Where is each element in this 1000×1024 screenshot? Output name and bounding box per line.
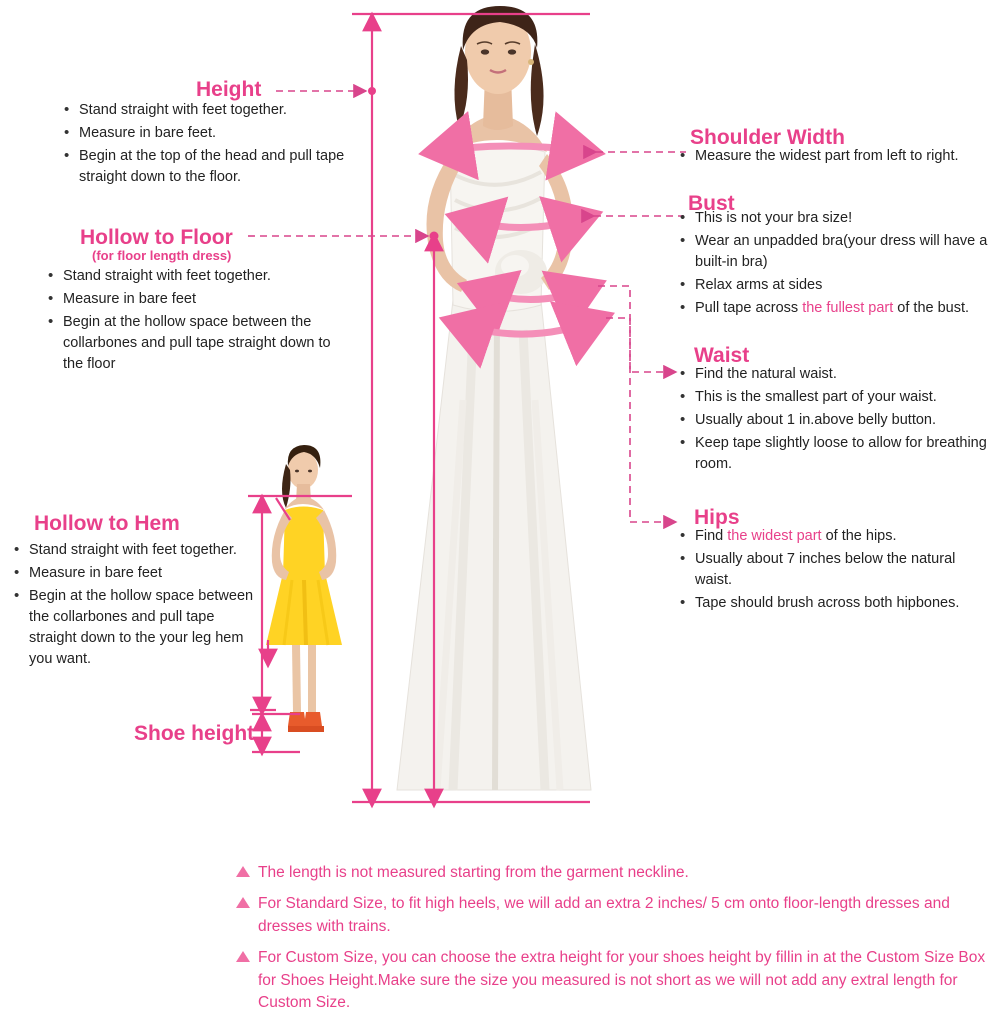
list-item: • This is the smallest part of your waist. bbox=[680, 387, 990, 408]
warning-triangle-icon bbox=[236, 866, 250, 877]
hips-heading: Hips bbox=[694, 506, 740, 529]
hollow-to-floor-heading: Hollow to Floor bbox=[80, 226, 233, 249]
bust-heading: Bust bbox=[688, 192, 735, 215]
bust-pull-post: of the bust. bbox=[893, 300, 970, 317]
note-text: The length is not measured starting from the garment neckline. bbox=[258, 864, 689, 881]
list-item: • Begin at the top of the head and pull tape straight down to the floor. bbox=[64, 146, 354, 188]
list-item: • Measure the widest part from left to right. bbox=[680, 146, 1000, 167]
list-item: • Begin at the hollow space between the collarbones and pull tape straight down to the your leg hem you want. bbox=[14, 586, 262, 670]
warning-triangle-icon bbox=[236, 897, 250, 908]
list-item: • Measure in bare feet. bbox=[64, 123, 354, 144]
list-item: • Stand straight with feet together. bbox=[64, 100, 354, 121]
shoulder-width-bullets bbox=[680, 146, 1000, 169]
note-text: For Standard Size, to fit high heels, we will add an extra 2 inches/ 5 cm onto floor-length dresses and dresses with trains. bbox=[258, 895, 950, 935]
hips-bullets bbox=[680, 526, 995, 616]
list-item: • Stand straight with feet together. bbox=[48, 266, 340, 287]
warning-triangle-icon bbox=[236, 951, 250, 962]
hollow-to-hem-heading: Hollow to Hem bbox=[34, 512, 180, 535]
hollow-to-hem-bullets bbox=[14, 540, 262, 672]
note-item bbox=[236, 862, 986, 884]
list-item: • Keep tape slightly loose to allow for breathing room. bbox=[680, 433, 990, 475]
waist-heading: Waist bbox=[694, 344, 750, 367]
hollow-to-floor-subheading: (for floor length dress) bbox=[92, 248, 232, 263]
list-item: • Usually about 7 inches below the natural waist. bbox=[680, 549, 995, 591]
list-item: • This is not your bra size! bbox=[680, 208, 1000, 229]
height-heading: Height bbox=[196, 78, 262, 101]
list-item: • Stand straight with feet together. bbox=[14, 540, 262, 561]
list-item: • Relax arms at sides bbox=[680, 275, 1000, 296]
hips-find-highlight: the widest part bbox=[727, 528, 822, 544]
bust-bullets bbox=[680, 208, 1000, 321]
list-item: • Usually about 1 in.above belly button. bbox=[680, 410, 990, 431]
list-item: • Find the natural waist. bbox=[680, 364, 990, 385]
hips-find-post: of the hips. bbox=[821, 528, 897, 544]
list-item: • Measure in bare feet bbox=[48, 289, 340, 310]
list-item: • Tape should brush across both hipbones. bbox=[680, 593, 995, 614]
height-bullets bbox=[64, 100, 354, 190]
hollow-to-floor-bullets bbox=[48, 266, 340, 377]
bust-pull-highlight: the fullest part bbox=[802, 300, 894, 317]
list-item-hips-widest bbox=[680, 526, 995, 547]
list-item: • Wear an unpadded bra(your dress will have a built-in bra) bbox=[680, 231, 1000, 273]
note-text: For Custom Size, you can choose the extra height for your shoes height by fillin in at the Custom Size Box for Shoes Height.Make sure the size you measured is not short as we will not add any extral length for Custom Size. bbox=[258, 949, 986, 1012]
shoe-height-heading: Shoe height bbox=[134, 722, 255, 745]
list-item-bust-fullest bbox=[680, 298, 1000, 319]
note-item bbox=[236, 947, 986, 1014]
footer-notes bbox=[236, 862, 986, 1024]
list-item: • Begin at the hollow space between the collarbones and pull tape straight down to the floor bbox=[48, 312, 340, 375]
bust-pull-pre: Pull tape across bbox=[695, 300, 803, 317]
shoulder-width-heading: Shoulder Width bbox=[690, 126, 845, 149]
note-item bbox=[236, 893, 986, 938]
hips-find-pre: Find bbox=[695, 528, 728, 544]
list-item: • Measure in bare feet bbox=[14, 563, 262, 584]
waist-bullets bbox=[680, 364, 990, 477]
